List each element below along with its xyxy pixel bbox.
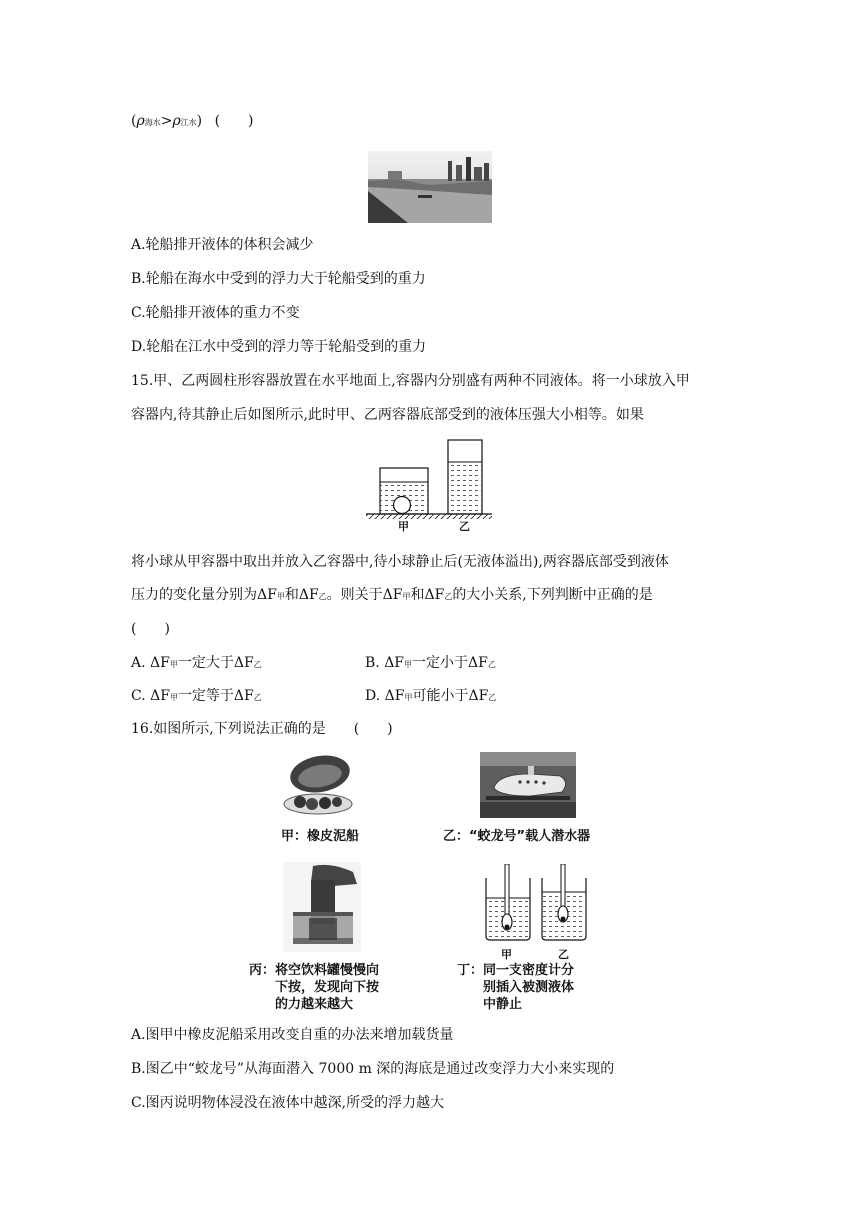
- clay-boat-photo: [280, 752, 358, 818]
- ding-label-yi: 乙: [558, 948, 569, 961]
- q15-option-c: C. ΔF甲一定等于ΔF乙: [131, 688, 262, 704]
- q14-option-c: C.轮船排开液体的重力不变: [131, 305, 300, 321]
- caption-yi: 乙：“蛟龙号”载人潜水器: [443, 829, 591, 844]
- ball: [394, 497, 411, 514]
- q16-option-b: B.图乙中“蛟龙号”从海面潜入 7000 m 深的海底是通过改变浮力大小来实现的: [131, 1061, 615, 1077]
- q16-stem: 16.如图所示,下列说法正确的是 ( ): [131, 721, 393, 737]
- q14-option-b: B.轮船在海水中受到的浮力大于轮船受到的重力: [131, 271, 426, 287]
- river-ship-photo: [368, 151, 492, 223]
- q15-stem-line3: 将小球从甲容器中取出并放入乙容器中,待小球静止后(无液体溢出),两容器底部受到液体: [131, 554, 669, 570]
- q14-option-d: D.轮船在江水中受到的浮力等于轮船受到的重力: [131, 339, 427, 355]
- q15-option-d: D. ΔF甲可能小于ΔF乙: [365, 688, 497, 704]
- label-jia: 甲: [398, 520, 409, 533]
- q16-option-c: C.图丙说明物体浸没在液体中越深,所受的浮力越大: [131, 1095, 445, 1111]
- q15-stem-line4: 压力的变化量分别为ΔF甲和ΔF乙。则关于ΔF甲和ΔF乙的大小关系,下列判断中正确的是: [131, 587, 653, 603]
- q15-paren: ( ): [131, 621, 170, 637]
- caption-bing: 丙：将空饮料罐慢慢向 下按，发现向下按 的力越来越大: [249, 963, 380, 1012]
- submersible-photo: [480, 752, 576, 818]
- q16-option-a: A.图甲中橡皮泥船采用改变自重的办法来增加载货量: [131, 1027, 454, 1043]
- q15-stem-line1: 15.甲、乙两圆柱形容器放置在水平地面上,容器内分别盛有两种不同液体。将一小球放入甲: [131, 373, 690, 389]
- q15-stem-line2: 容器内,待其静止后如图所示,此时甲、乙两容器底部受到的液体压强大小相等。如果: [131, 407, 644, 423]
- containers-diagram: [366, 438, 492, 534]
- ding-label-jia: 甲: [501, 948, 512, 961]
- q15-option-a: A. ΔF甲一定大于ΔF乙: [131, 655, 262, 671]
- q15-option-b: B. ΔF甲一定小于ΔF乙: [365, 655, 496, 671]
- label-yi: 乙: [459, 520, 470, 533]
- hydrometer-diagram: [482, 864, 594, 961]
- caption-jia: 甲：橡皮泥船: [281, 829, 360, 844]
- q14-condition: (ρ海水>ρ江水) ( ): [131, 113, 254, 129]
- caption-ding: 丁：同一支密度计分 别插入被测液体 中静止: [457, 963, 575, 1012]
- can-press-photo: [283, 862, 361, 952]
- q14-option-a: A.轮船排开液体的体积会减少: [131, 237, 314, 253]
